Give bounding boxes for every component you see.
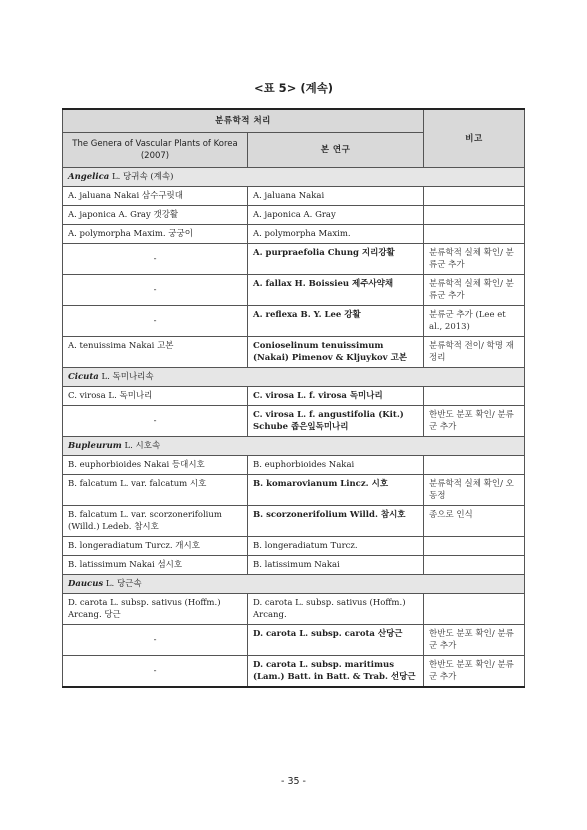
- remarks-cell: [424, 387, 525, 406]
- remarks-cell: 분류학적 실체 확인/ 오동정: [424, 475, 525, 506]
- genus-label: L. 시호속: [121, 441, 161, 451]
- remarks-cell: 한반도 분포 확인/ 분류군 추가: [424, 406, 525, 437]
- remarks-cell: [424, 206, 525, 225]
- table-row: [63, 387, 525, 406]
- genus-heading: [63, 168, 525, 187]
- table-row: [63, 625, 525, 656]
- page-number: - 35 -: [281, 776, 306, 787]
- genera-2007-cell: -: [63, 656, 248, 688]
- genus-name: Daucus: [68, 579, 104, 589]
- table-row: [63, 206, 525, 225]
- this-study-cell: D. carota L. subsp. maritimus (Lam.) Batt. in Batt. & Trab. 선당근: [248, 656, 424, 688]
- remarks-cell: 한반도 분포 확인/ 분류군 추가: [424, 656, 525, 688]
- genus-row: [63, 368, 525, 387]
- this-study-cell: B. euphorbioides Nakai: [248, 456, 424, 475]
- this-study-cell: B. latissimum Nakai: [248, 556, 424, 575]
- table-row: [63, 475, 525, 506]
- table-row: [63, 556, 525, 575]
- taxonomy-table: [62, 108, 525, 688]
- remarks-cell: [424, 456, 525, 475]
- table-row: [63, 187, 525, 206]
- table-row: [63, 275, 525, 306]
- genera-2007-cell: -: [63, 306, 248, 337]
- table-row: [63, 656, 525, 688]
- table-row: [63, 406, 525, 437]
- remarks-cell: 분류군 추가 (Lee et al., 2013): [424, 306, 525, 337]
- table-row: [63, 594, 525, 625]
- remarks-cell: 분류학적 실체 확인/ 분류군 추가: [424, 244, 525, 275]
- this-study-cell: A. fallax H. Boissieu 제주사약채: [248, 275, 424, 306]
- genus-name: Cicuta: [68, 372, 99, 382]
- table-row: [63, 537, 525, 556]
- remarks-cell: [424, 594, 525, 625]
- remarks-cell: 한반도 분포 확인/ 분류군 추가: [424, 625, 525, 656]
- table-caption: <표 5> (계속): [253, 81, 334, 95]
- genera-2007-cell: B. falcatum L. var. falcatum 시호: [63, 475, 248, 506]
- remarks-cell: [424, 225, 525, 244]
- header-remarks: 비고: [424, 109, 525, 168]
- remarks-cell: [424, 556, 525, 575]
- remarks-cell: [424, 187, 525, 206]
- this-study-cell: D. carota L. subsp. sativus (Hoffm.) Arcang.: [248, 594, 424, 625]
- table-row: [63, 225, 525, 244]
- this-study-cell: A. japonica A. Gray: [248, 206, 424, 225]
- genera-2007-cell: C. virosa L. 독미나리: [63, 387, 248, 406]
- genus-label: L. 당근속: [103, 579, 142, 589]
- this-study-cell: Conioselinum tenuissimum (Nakai) Pimenov & Kljuykov 고본: [248, 337, 424, 368]
- genus-name: Angelica: [68, 172, 110, 182]
- genera-2007-cell: -: [63, 244, 248, 275]
- this-study-cell: C. virosa L. f. virosa 독미나리: [248, 387, 424, 406]
- genera-2007-cell: A. tenuissima Nakai 고본: [63, 337, 248, 368]
- genera-2007-cell: B. falcatum L. var. scorzonerifolium (Willd.) Ledeb. 참시호: [63, 506, 248, 537]
- this-study-cell: B. longeradiatum Turcz.: [248, 537, 424, 556]
- this-study-cell: B. scorzonerifolium Willd. 참시호: [248, 506, 424, 537]
- genera-2007-cell: -: [63, 275, 248, 306]
- table-row: [63, 337, 525, 368]
- genera-2007-cell: B. euphorbioides Nakai 등대시호: [63, 456, 248, 475]
- this-study-cell: A. polymorpha Maxim.: [248, 225, 424, 244]
- table-row: [63, 244, 525, 275]
- genera-2007-cell: B. latissimum Nakai 섬시호: [63, 556, 248, 575]
- this-study-cell: A. purpraefolia Chung 지리강활: [248, 244, 424, 275]
- genus-label: L. 독미나리속: [98, 372, 154, 382]
- header-this-study: 본 연구: [248, 133, 424, 168]
- genera-2007-cell: -: [63, 406, 248, 437]
- this-study-cell: B. komarovianum Lincz. 시호: [248, 475, 424, 506]
- header-group-label: 분류학적 처리: [63, 109, 424, 133]
- header-row-top: [63, 109, 525, 133]
- genera-2007-cell: B. longeradiatum Turcz. 개시호: [63, 537, 248, 556]
- genera-2007-cell: -: [63, 625, 248, 656]
- genus-row: [63, 168, 525, 187]
- genera-2007-cell: A. jaluana Nakai 삼수구릿대: [63, 187, 248, 206]
- this-study-cell: C. virosa L. f. angustifolia (Kit.) Schube 좁은잎독미나리: [248, 406, 424, 437]
- table-row: [63, 506, 525, 537]
- genus-heading: [63, 575, 525, 594]
- this-study-cell: D. carota L. subsp. carota 산당근: [248, 625, 424, 656]
- this-study-cell: A. reflexa B. Y. Lee 강활: [248, 306, 424, 337]
- remarks-cell: 분류학적 전이/ 학명 재정리: [424, 337, 525, 368]
- remarks-cell: [424, 537, 525, 556]
- genera-2007-cell: A. japonica A. Gray 갯강활: [63, 206, 248, 225]
- genus-label: L. 당귀속 (계속): [109, 172, 174, 182]
- genus-row: [63, 575, 525, 594]
- this-study-cell: A. jaluana Nakai: [248, 187, 424, 206]
- genus-heading: [63, 437, 525, 456]
- remarks-cell: 종으로 인식: [424, 506, 525, 537]
- table-row: [63, 306, 525, 337]
- genus-row: [63, 437, 525, 456]
- genera-2007-cell: A. polymorpha Maxim. 궁궁이: [63, 225, 248, 244]
- header-genera-2007: The Genera of Vascular Plants of Korea (2007): [63, 133, 248, 168]
- genera-2007-cell: D. carota L. subsp. sativus (Hoffm.) Arcang. 당근: [63, 594, 248, 625]
- remarks-cell: 분류학적 실체 확인/ 분류군 추가: [424, 275, 525, 306]
- table-row: [63, 456, 525, 475]
- genus-heading: [63, 368, 525, 387]
- genus-name: Bupleurum: [68, 441, 122, 451]
